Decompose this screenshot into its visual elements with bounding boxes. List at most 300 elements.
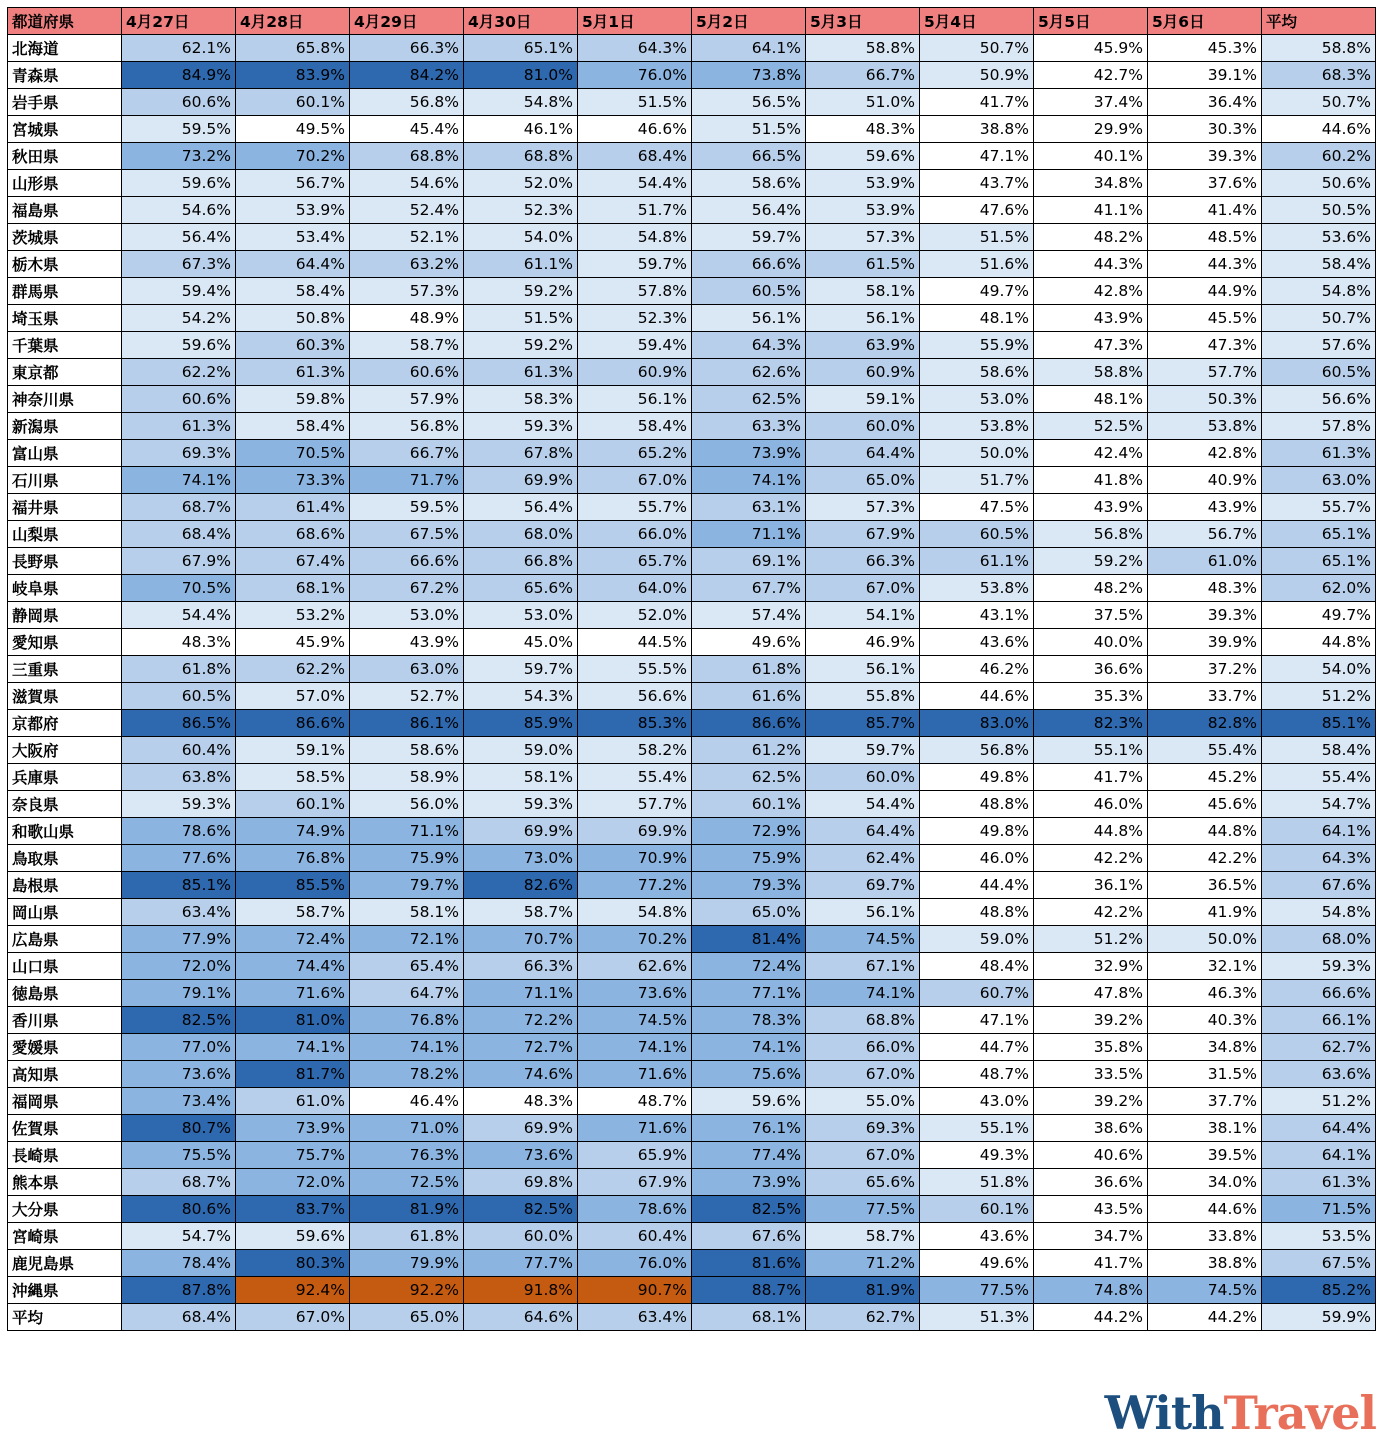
table-cell: 46.0% [1034, 791, 1148, 818]
table-cell: 53.9% [236, 197, 350, 224]
table-cell: 45.0% [464, 629, 578, 656]
table-cell: 80.7% [122, 1115, 236, 1142]
table-cell: 54.7% [122, 1223, 236, 1250]
table-cell: 68.6% [236, 521, 350, 548]
row-label: 山梨県 [8, 521, 122, 548]
table-cell: 65.1% [1262, 548, 1376, 575]
table-cell: 33.7% [1148, 683, 1262, 710]
table-cell: 91.8% [464, 1277, 578, 1304]
table-cell: 74.6% [464, 1061, 578, 1088]
table-cell: 68.4% [122, 1304, 236, 1331]
table-row [8, 359, 1376, 386]
table-cell: 52.4% [350, 197, 464, 224]
table-cell: 75.6% [692, 1061, 806, 1088]
table-cell: 45.9% [1034, 35, 1148, 62]
table-cell: 53.9% [806, 197, 920, 224]
table-cell: 62.2% [122, 359, 236, 386]
table-cell: 59.0% [920, 926, 1034, 953]
table-cell: 54.1% [806, 602, 920, 629]
table-cell: 77.9% [122, 926, 236, 953]
table-cell: 77.5% [920, 1277, 1034, 1304]
table-cell: 58.6% [920, 359, 1034, 386]
row-label: 京都府 [8, 710, 122, 737]
table-cell: 55.7% [1262, 494, 1376, 521]
table-cell: 72.9% [692, 818, 806, 845]
table-cell: 44.2% [1148, 1304, 1262, 1331]
table-cell: 86.5% [122, 710, 236, 737]
table-row [8, 764, 1376, 791]
table-cell: 53.0% [464, 602, 578, 629]
table-body [8, 35, 1376, 1331]
table-cell: 57.7% [1148, 359, 1262, 386]
table-cell: 55.9% [920, 332, 1034, 359]
table-cell: 57.9% [350, 386, 464, 413]
row-label: 滋賀県 [8, 683, 122, 710]
table-cell: 54.6% [122, 197, 236, 224]
table-cell: 52.1% [350, 224, 464, 251]
table-cell: 76.8% [350, 1007, 464, 1034]
table-cell: 59.4% [122, 278, 236, 305]
table-cell: 68.0% [464, 521, 578, 548]
table-cell: 67.1% [806, 953, 920, 980]
table-cell: 81.7% [236, 1061, 350, 1088]
table-cell: 59.6% [692, 1088, 806, 1115]
table-cell: 32.1% [1148, 953, 1262, 980]
table-cell: 39.5% [1148, 1142, 1262, 1169]
table-row [8, 899, 1376, 926]
table-cell: 67.3% [122, 251, 236, 278]
table-cell: 67.9% [806, 521, 920, 548]
header-col-4: 5月1日 [578, 8, 692, 35]
table-cell: 67.9% [122, 548, 236, 575]
table-cell: 71.6% [236, 980, 350, 1007]
table-cell: 85.3% [578, 710, 692, 737]
table-cell: 50.9% [920, 62, 1034, 89]
row-label: 富山県 [8, 440, 122, 467]
table-cell: 55.1% [1034, 737, 1148, 764]
table-row [8, 62, 1376, 89]
table-cell: 61.0% [236, 1088, 350, 1115]
table-cell: 56.4% [122, 224, 236, 251]
table-cell: 69.7% [806, 872, 920, 899]
table-cell: 47.1% [920, 143, 1034, 170]
row-label: 福岡県 [8, 1088, 122, 1115]
table-cell: 60.4% [578, 1223, 692, 1250]
table-cell: 55.1% [920, 1115, 1034, 1142]
table-cell: 46.0% [920, 845, 1034, 872]
table-cell: 55.4% [578, 764, 692, 791]
table-row [8, 1196, 1376, 1223]
table-cell: 44.6% [920, 683, 1034, 710]
table-cell: 59.2% [464, 332, 578, 359]
table-cell: 54.7% [1262, 791, 1376, 818]
table-cell: 58.1% [350, 899, 464, 926]
table-cell: 85.7% [806, 710, 920, 737]
row-label: 群馬県 [8, 278, 122, 305]
table-cell: 71.1% [692, 521, 806, 548]
table-cell: 73.3% [236, 467, 350, 494]
table-cell: 68.0% [1262, 926, 1376, 953]
table-cell: 69.3% [806, 1115, 920, 1142]
table-row [8, 413, 1376, 440]
table-cell: 65.2% [578, 440, 692, 467]
table-cell: 43.6% [920, 629, 1034, 656]
table-cell: 58.4% [1262, 737, 1376, 764]
table-cell: 70.9% [578, 845, 692, 872]
row-label: 兵庫県 [8, 764, 122, 791]
table-cell: 54.8% [464, 89, 578, 116]
table-row [8, 737, 1376, 764]
table-cell: 85.1% [122, 872, 236, 899]
table-cell: 55.4% [1262, 764, 1376, 791]
table-cell: 45.9% [236, 629, 350, 656]
table-cell: 67.7% [692, 575, 806, 602]
table-cell: 51.5% [920, 224, 1034, 251]
header-prefecture: 都道府県 [8, 8, 122, 35]
table-cell: 63.0% [1262, 467, 1376, 494]
table-cell: 79.1% [122, 980, 236, 1007]
table-cell: 58.1% [806, 278, 920, 305]
table-cell: 59.3% [464, 413, 578, 440]
table-cell: 74.1% [350, 1034, 464, 1061]
table-cell: 63.9% [806, 332, 920, 359]
table-cell: 30.3% [1148, 116, 1262, 143]
table-cell: 76.1% [692, 1115, 806, 1142]
table-cell: 66.5% [692, 143, 806, 170]
table-cell: 54.4% [806, 791, 920, 818]
table-cell: 66.3% [350, 35, 464, 62]
table-cell: 92.2% [350, 1277, 464, 1304]
table-cell: 76.8% [236, 845, 350, 872]
table-cell: 46.3% [1148, 980, 1262, 1007]
table-cell: 73.0% [464, 845, 578, 872]
row-label: 和歌山県 [8, 818, 122, 845]
table-cell: 72.2% [464, 1007, 578, 1034]
table-cell: 64.7% [350, 980, 464, 1007]
table-cell: 71.0% [350, 1115, 464, 1142]
table-cell: 56.1% [806, 656, 920, 683]
table-cell: 40.6% [1034, 1142, 1148, 1169]
table-cell: 69.9% [464, 467, 578, 494]
table-cell: 50.8% [236, 305, 350, 332]
table-cell: 72.1% [350, 926, 464, 953]
table-cell: 46.4% [350, 1088, 464, 1115]
table-cell: 56.1% [806, 305, 920, 332]
table-cell: 81.4% [692, 926, 806, 953]
table-row [8, 548, 1376, 575]
table-cell: 65.7% [578, 548, 692, 575]
table-cell: 58.7% [236, 899, 350, 926]
table-row [8, 116, 1376, 143]
table-cell: 82.5% [122, 1007, 236, 1034]
table-cell: 72.5% [350, 1169, 464, 1196]
table-cell: 72.4% [692, 953, 806, 980]
table-cell: 51.5% [464, 305, 578, 332]
table-cell: 42.7% [1034, 62, 1148, 89]
table-cell: 70.5% [236, 440, 350, 467]
table-cell: 66.6% [692, 251, 806, 278]
table-cell: 38.1% [1148, 1115, 1262, 1142]
table-cell: 48.7% [578, 1088, 692, 1115]
table-cell: 58.4% [236, 413, 350, 440]
table-cell: 42.2% [1034, 845, 1148, 872]
table-cell: 74.1% [692, 467, 806, 494]
table-cell: 71.1% [464, 980, 578, 1007]
header-col-7: 5月4日 [920, 8, 1034, 35]
table-cell: 74.1% [578, 1034, 692, 1061]
table-cell: 46.2% [920, 656, 1034, 683]
row-label: 静岡県 [8, 602, 122, 629]
table-cell: 53.8% [920, 413, 1034, 440]
table-cell: 39.3% [1148, 143, 1262, 170]
table-cell: 57.3% [806, 494, 920, 521]
table-cell: 60.0% [806, 764, 920, 791]
table-cell: 49.3% [920, 1142, 1034, 1169]
table-cell: 43.9% [350, 629, 464, 656]
table-cell: 67.9% [578, 1169, 692, 1196]
row-label: 広島県 [8, 926, 122, 953]
table-cell: 60.5% [920, 521, 1034, 548]
table-cell: 71.2% [806, 1250, 920, 1277]
table-row [8, 89, 1376, 116]
table-cell: 46.9% [806, 629, 920, 656]
table-cell: 57.6% [1262, 332, 1376, 359]
table-row [8, 197, 1376, 224]
table-cell: 77.2% [578, 872, 692, 899]
table-row [8, 1223, 1376, 1250]
table-cell: 75.9% [350, 845, 464, 872]
table-cell: 43.9% [1034, 305, 1148, 332]
row-label: 新潟県 [8, 413, 122, 440]
table-cell: 59.3% [122, 791, 236, 818]
table-cell: 61.8% [692, 656, 806, 683]
header-col-2: 4月29日 [350, 8, 464, 35]
table-cell: 67.5% [350, 521, 464, 548]
table-row [8, 1169, 1376, 1196]
table-cell: 60.6% [350, 359, 464, 386]
table-cell: 69.9% [578, 818, 692, 845]
header-col-3: 4月30日 [464, 8, 578, 35]
table-cell: 58.3% [464, 386, 578, 413]
table-cell: 55.5% [578, 656, 692, 683]
table-cell: 61.3% [122, 413, 236, 440]
row-label: 栃木県 [8, 251, 122, 278]
table-cell: 65.8% [236, 35, 350, 62]
table-cell: 52.3% [578, 305, 692, 332]
table-cell: 57.3% [350, 278, 464, 305]
header-col-8: 5月5日 [1034, 8, 1148, 35]
table-cell: 44.7% [920, 1034, 1034, 1061]
table-cell: 51.2% [1034, 926, 1148, 953]
table-cell: 63.0% [350, 656, 464, 683]
table-cell: 59.6% [236, 1223, 350, 1250]
table-cell: 32.9% [1034, 953, 1148, 980]
table-cell: 34.7% [1034, 1223, 1148, 1250]
table-cell: 76.0% [578, 62, 692, 89]
table-cell: 29.9% [1034, 116, 1148, 143]
table-cell: 61.3% [236, 359, 350, 386]
table-cell: 82.5% [464, 1196, 578, 1223]
table-cell: 31.5% [1148, 1061, 1262, 1088]
table-cell: 71.1% [350, 818, 464, 845]
table-cell: 44.3% [1034, 251, 1148, 278]
table-cell: 80.3% [236, 1250, 350, 1277]
table-cell: 78.6% [578, 1196, 692, 1223]
table-row [8, 1007, 1376, 1034]
row-label: 奈良県 [8, 791, 122, 818]
table-cell: 68.4% [122, 521, 236, 548]
table-cell: 81.0% [236, 1007, 350, 1034]
table-cell: 59.8% [236, 386, 350, 413]
table-cell: 64.1% [692, 35, 806, 62]
table-cell: 60.7% [920, 980, 1034, 1007]
table-cell: 88.7% [692, 1277, 806, 1304]
table-cell: 45.6% [1148, 791, 1262, 818]
table-cell: 74.5% [806, 926, 920, 953]
table-cell: 65.0% [350, 1304, 464, 1331]
table-cell: 73.6% [122, 1061, 236, 1088]
table-cell: 53.2% [236, 602, 350, 629]
table-cell: 44.6% [1262, 116, 1376, 143]
row-label: 香川県 [8, 1007, 122, 1034]
table-cell: 40.3% [1148, 1007, 1262, 1034]
table-cell: 60.5% [122, 683, 236, 710]
row-label: 長野県 [8, 548, 122, 575]
row-label: 愛知県 [8, 629, 122, 656]
table-row [8, 332, 1376, 359]
table-cell: 49.6% [692, 629, 806, 656]
row-label: 千葉県 [8, 332, 122, 359]
table-cell: 60.1% [920, 1196, 1034, 1223]
table-cell: 56.8% [350, 413, 464, 440]
table-row [8, 683, 1376, 710]
table-cell: 74.5% [1148, 1277, 1262, 1304]
table-row [8, 575, 1376, 602]
table-cell: 65.0% [692, 899, 806, 926]
table-cell: 37.5% [1034, 602, 1148, 629]
row-label: 岡山県 [8, 899, 122, 926]
table-cell: 56.8% [350, 89, 464, 116]
row-label: 沖縄県 [8, 1277, 122, 1304]
table-cell: 58.4% [578, 413, 692, 440]
table-cell: 71.7% [350, 467, 464, 494]
table-cell: 59.1% [236, 737, 350, 764]
table-row [8, 251, 1376, 278]
table-cell: 60.6% [122, 89, 236, 116]
row-label: 平均 [8, 1304, 122, 1331]
table-cell: 58.7% [350, 332, 464, 359]
table-row [8, 872, 1376, 899]
row-label: 秋田県 [8, 143, 122, 170]
row-label: 徳島県 [8, 980, 122, 1007]
table-cell: 61.0% [1148, 548, 1262, 575]
table-cell: 52.7% [350, 683, 464, 710]
table-cell: 55.8% [806, 683, 920, 710]
table-cell: 48.3% [464, 1088, 578, 1115]
table-cell: 92.4% [236, 1277, 350, 1304]
row-label: 三重県 [8, 656, 122, 683]
table-cell: 51.7% [578, 197, 692, 224]
table-cell: 63.6% [1262, 1061, 1376, 1088]
table-cell: 47.1% [920, 1007, 1034, 1034]
table-cell: 77.6% [122, 845, 236, 872]
table-cell: 82.3% [1034, 710, 1148, 737]
table-cell: 63.2% [350, 251, 464, 278]
table-cell: 58.8% [1262, 35, 1376, 62]
table-header-row [8, 8, 1376, 35]
table-cell: 41.7% [1034, 1250, 1148, 1277]
table-cell: 48.8% [920, 899, 1034, 926]
table-cell: 62.0% [1262, 575, 1376, 602]
table-cell: 77.4% [692, 1142, 806, 1169]
table-cell: 34.0% [1148, 1169, 1262, 1196]
table-cell: 57.7% [578, 791, 692, 818]
table-cell: 60.1% [692, 791, 806, 818]
table-cell: 44.8% [1148, 818, 1262, 845]
table-cell: 44.3% [1148, 251, 1262, 278]
table-row [8, 278, 1376, 305]
row-label: 東京都 [8, 359, 122, 386]
table-cell: 64.1% [1262, 818, 1376, 845]
table-cell: 39.2% [1034, 1088, 1148, 1115]
table-cell: 51.5% [578, 89, 692, 116]
table-cell: 65.0% [806, 467, 920, 494]
table-cell: 43.9% [1148, 494, 1262, 521]
table-cell: 70.2% [236, 143, 350, 170]
table-cell: 49.5% [236, 116, 350, 143]
table-cell: 53.0% [350, 602, 464, 629]
table-cell: 61.2% [692, 737, 806, 764]
table-row [8, 926, 1376, 953]
table-cell: 66.7% [350, 440, 464, 467]
table-cell: 51.3% [920, 1304, 1034, 1331]
table-cell: 71.6% [578, 1115, 692, 1142]
table-cell: 47.3% [1034, 332, 1148, 359]
table-cell: 56.1% [692, 305, 806, 332]
table-row [8, 170, 1376, 197]
table-cell: 57.8% [1262, 413, 1376, 440]
table-cell: 75.5% [122, 1142, 236, 1169]
table-cell: 47.3% [1148, 332, 1262, 359]
table-cell: 76.3% [350, 1142, 464, 1169]
table-cell: 67.6% [692, 1223, 806, 1250]
table-cell: 83.0% [920, 710, 1034, 737]
table-cell: 75.7% [236, 1142, 350, 1169]
table-cell: 53.8% [1148, 413, 1262, 440]
table-row [8, 791, 1376, 818]
table-cell: 66.7% [806, 62, 920, 89]
table-cell: 64.3% [1262, 845, 1376, 872]
table-cell: 66.3% [806, 548, 920, 575]
table-cell: 53.0% [920, 386, 1034, 413]
table-cell: 60.1% [236, 89, 350, 116]
table-cell: 44.8% [1262, 629, 1376, 656]
row-label: 鹿児島県 [8, 1250, 122, 1277]
table-cell: 59.4% [578, 332, 692, 359]
table-cell: 77.5% [806, 1196, 920, 1223]
table-cell: 65.4% [350, 953, 464, 980]
table-cell: 49.8% [920, 818, 1034, 845]
table-row [8, 1142, 1376, 1169]
table-row [8, 467, 1376, 494]
table-cell: 68.7% [122, 1169, 236, 1196]
table-cell: 59.0% [464, 737, 578, 764]
table-cell: 59.7% [806, 737, 920, 764]
table-cell: 41.7% [920, 89, 1034, 116]
table-cell: 56.1% [578, 386, 692, 413]
table-cell: 79.7% [350, 872, 464, 899]
table-cell: 77.0% [122, 1034, 236, 1061]
